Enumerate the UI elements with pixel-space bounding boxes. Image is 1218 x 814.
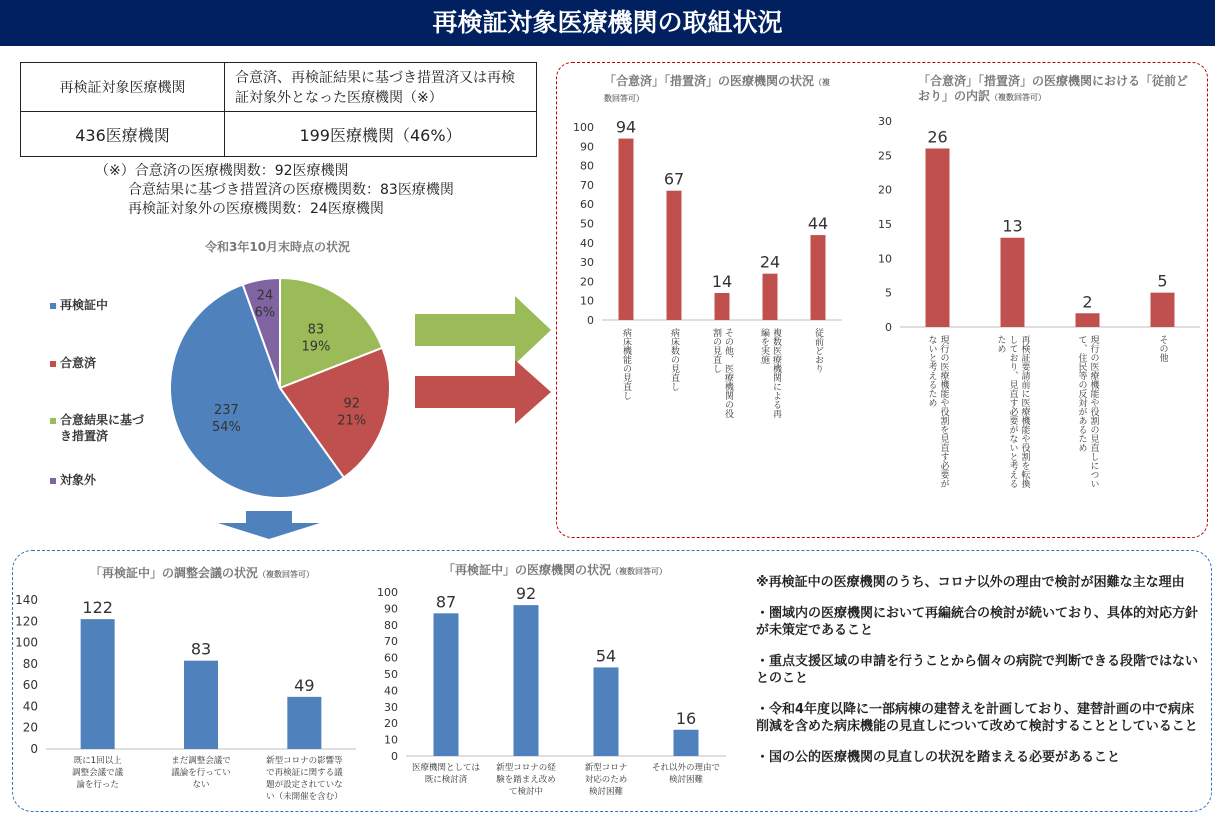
category-label: その他 xyxy=(1157,335,1168,362)
category-label: 割の見直し xyxy=(711,328,721,373)
y-tick-label: 80 xyxy=(580,159,594,173)
category-label: 題が設定されていな xyxy=(266,780,343,790)
category-label: 論を行った xyxy=(76,780,119,790)
y-tick-label: 20 xyxy=(22,720,38,735)
reason-item-2: ・重点支援区域の申請を行うことから個々の病院で判断できる段階ではないとのこと xyxy=(756,654,1199,686)
note-line3: 再検証対象外の医療機関数：24医療機関 xyxy=(128,201,384,217)
bar-value-label: 24 xyxy=(759,252,781,272)
legend-swatch xyxy=(50,361,56,367)
y-tick-label: 5 xyxy=(885,286,892,300)
legend-swatch xyxy=(50,478,56,484)
category-label: それ以外の理由で xyxy=(651,763,721,773)
chart3-title-line2: おり」の内訳 xyxy=(918,89,991,103)
pie-legend-item-3 xyxy=(50,412,144,444)
bar xyxy=(1076,313,1100,327)
y-tick-label: 40 xyxy=(384,684,398,698)
y-tick-label: 60 xyxy=(384,651,398,665)
chart2-title-text: 「合意済」「措置済」の医療機関の状況 xyxy=(604,74,815,88)
bar-value-label: 26 xyxy=(927,127,948,147)
arrow-right-icon xyxy=(415,296,555,416)
summary-value-left: 436医療機関 xyxy=(21,112,225,157)
note-line1: （※）合意済の医療機関数：92医療機関 xyxy=(95,163,349,179)
category-label: 検討困難 xyxy=(588,787,624,797)
y-tick-label: 100 xyxy=(15,635,38,650)
category-label: ため xyxy=(995,335,1006,353)
bar xyxy=(184,661,218,749)
y-tick-label: 100 xyxy=(377,586,398,599)
chart3-subtitle: （複数回答可） xyxy=(990,93,1047,102)
y-tick-label: 40 xyxy=(22,699,38,714)
category-label: ないと考えるため xyxy=(926,335,937,407)
y-tick-label: 80 xyxy=(384,618,398,632)
category-label: 複数医療機関による再 xyxy=(771,328,781,418)
category-label: 対応のため xyxy=(584,775,628,785)
bar xyxy=(514,605,539,756)
chart3-title xyxy=(918,74,1218,105)
reason-item-4: ・国の公的医療機関の見直しの状況を踏まえる必要があること xyxy=(756,750,1121,765)
legend-label: 合意済 xyxy=(60,356,97,370)
bar-value-label: 44 xyxy=(807,214,829,234)
chart5-subtitle: （複数回答可） xyxy=(611,567,668,576)
category-label: 現行の医療機能や役割を見直す必要が xyxy=(938,335,949,488)
category-label: 験を踏まえ改め xyxy=(496,775,556,785)
reason-item-1: ・圏域内の医療機関において再編統合の検討が続いており、具体的対応方針が未策定であること xyxy=(756,606,1199,638)
y-tick-label: 70 xyxy=(384,635,398,649)
pie-legend-item-4 xyxy=(50,471,96,488)
bar xyxy=(287,697,321,749)
summary-head-right xyxy=(225,63,537,112)
y-tick-label: 0 xyxy=(391,750,398,763)
bar xyxy=(434,613,459,756)
y-tick-label: 10 xyxy=(580,294,594,308)
pie-value-label: 24 xyxy=(256,288,274,304)
chart5-title xyxy=(443,563,667,579)
y-tick-label: 10 xyxy=(384,733,398,747)
reasons-title: ※再検証中の医療機関のうち、コロナ以外の理由で検討が困難な主な理由 xyxy=(756,575,1185,590)
bar xyxy=(667,191,682,320)
bar xyxy=(926,148,950,327)
y-tick-label: 10 xyxy=(878,252,892,266)
bar xyxy=(619,139,634,320)
category-label: その他、医療機関の役 xyxy=(723,328,733,418)
category-label: 医療機関としては xyxy=(411,763,481,773)
y-tick-label: 0 xyxy=(885,321,892,334)
y-tick-label: 25 xyxy=(878,149,892,163)
y-tick-label: 20 xyxy=(384,717,398,731)
category-label: 既に検討済 xyxy=(424,775,468,785)
bar-value-label: 2 xyxy=(1082,292,1093,312)
bar xyxy=(1001,238,1025,327)
y-tick-label: 60 xyxy=(22,678,38,693)
pie-chart xyxy=(160,268,400,508)
bar-value-label: 54 xyxy=(595,646,617,666)
legend-label: 対象外 xyxy=(60,473,97,487)
note-line2: 合意結果に基づき措置済の医療機関数：83医療機関 xyxy=(128,182,454,198)
pie-legend-item-1 xyxy=(50,296,108,313)
bar xyxy=(594,667,619,756)
bar-chart-unchanged xyxy=(860,108,1200,528)
y-tick-label: 90 xyxy=(580,140,594,154)
category-label: 新型コロナの経 xyxy=(496,763,556,773)
chart2-title xyxy=(604,74,834,106)
y-tick-label: 0 xyxy=(587,314,594,327)
pie-pct-label: 6% xyxy=(254,305,276,321)
category-label: 編を実施 xyxy=(759,328,769,364)
category-label: て、住民等の反対があるため xyxy=(1076,335,1087,452)
category-label: で再検証に関する議 xyxy=(266,768,343,778)
category-label: 病床数の見直し xyxy=(669,328,679,391)
summary-table xyxy=(20,62,537,157)
category-label: しており、見直す必要がないと考える xyxy=(1007,335,1018,488)
down-arrow-icon xyxy=(214,511,324,541)
pie-value-label: 237 xyxy=(214,403,239,419)
chart4-subtitle: （複数回答可） xyxy=(258,570,315,579)
pie-value-label: 92 xyxy=(343,396,360,412)
y-tick-label: 0 xyxy=(30,742,38,756)
bar xyxy=(81,619,115,749)
legend-label: き措置済 xyxy=(60,429,109,443)
category-label: い（未開催を含む） xyxy=(266,792,343,802)
bar xyxy=(715,293,730,320)
bar-value-label: 92 xyxy=(515,584,537,604)
category-label: まだ調整会議で xyxy=(171,756,231,766)
legend-swatch xyxy=(50,303,56,309)
legend-label: 合意結果に基づ xyxy=(60,413,145,427)
summary-head-right-line2: 証対象外となった医療機関（※） xyxy=(235,90,443,106)
y-tick-label: 20 xyxy=(878,183,892,197)
chart2-subtitle-1: （複 xyxy=(814,78,831,87)
y-tick-label: 120 xyxy=(15,614,38,629)
reasons-panel xyxy=(756,574,1206,780)
y-tick-label: 90 xyxy=(384,602,398,616)
chart2-subtitle-2: 数回答可） xyxy=(604,94,644,103)
y-tick-label: 20 xyxy=(580,275,594,289)
category-label: て検討中 xyxy=(508,787,544,797)
bar-chart-reviewing xyxy=(378,580,730,810)
legend-label: 再検証中 xyxy=(60,298,109,312)
summary-head-right-line1: 合意済、再検証結果に基づき措置済又は再検 xyxy=(235,70,515,86)
pie-value-label: 83 xyxy=(307,322,325,338)
summary-value-right: 199医療機関（46%） xyxy=(225,112,537,157)
bar-value-label: 67 xyxy=(663,169,685,189)
y-tick-label: 50 xyxy=(580,217,594,231)
bar-value-label: 87 xyxy=(435,592,457,612)
y-tick-label: 30 xyxy=(384,700,398,714)
bar xyxy=(763,274,778,320)
bar xyxy=(674,730,699,756)
reason-item-3: ・令和4年度以降に一部病棟の建替えを計画しており、建替計画の中で病床削減を含めた病床機能の見直しについて改めて検討することとしていること xyxy=(756,702,1198,734)
chart4-title xyxy=(90,566,314,582)
pie-chart-title: 令和3年10月末時点の状況 xyxy=(205,240,351,254)
bar-value-label: 14 xyxy=(711,271,733,291)
category-label: 病床機能の見直し xyxy=(621,328,631,400)
y-tick-label: 80 xyxy=(22,656,38,671)
summary-head-left: 再検証対象医療機関 xyxy=(21,63,225,112)
category-label: 議論を行ってい xyxy=(171,768,231,778)
pie-pct-label: 19% xyxy=(301,339,331,355)
bar-value-label: 13 xyxy=(1002,216,1023,236)
chart3-title-text: 「合意済」「措置済」の医療機関における「従前ど xyxy=(918,74,1189,88)
bar-chart-meetings xyxy=(15,588,370,810)
y-tick-label: 100 xyxy=(573,121,594,134)
y-tick-label: 40 xyxy=(580,236,594,250)
chart5-title-text: 「再検証中」の医療機関の状況 xyxy=(443,563,612,577)
y-tick-label: 30 xyxy=(580,256,594,270)
bar-value-label: 83 xyxy=(190,639,212,659)
page-title: 再検証対象医療機関の取組状況 xyxy=(0,0,1215,46)
category-label: 従前どおり xyxy=(813,328,823,373)
bar-value-label: 49 xyxy=(294,675,315,695)
bar-value-label: 122 xyxy=(82,598,113,618)
pie-pct-label: 21% xyxy=(337,413,367,429)
y-tick-label: 60 xyxy=(580,198,594,212)
legend-swatch xyxy=(50,418,56,424)
category-label: 新型コロナの影響等 xyxy=(266,756,343,766)
bar-value-label: 5 xyxy=(1157,271,1168,291)
category-label: 調整会議で議 xyxy=(72,768,124,778)
category-label: 既に1回以上 xyxy=(73,756,122,766)
y-tick-label: 50 xyxy=(384,668,398,681)
category-label: 現行の医療機能や役割の見直しについ xyxy=(1088,335,1099,488)
bar xyxy=(811,235,826,320)
category-label: ない xyxy=(192,780,210,790)
y-tick-label: 30 xyxy=(878,115,892,128)
bar-chart-agreed xyxy=(560,108,850,528)
pie-legend-item-2 xyxy=(50,354,96,371)
bar xyxy=(1151,293,1175,327)
y-tick-label: 140 xyxy=(15,593,38,607)
category-label: 検討困難 xyxy=(668,775,704,785)
bar-value-label: 16 xyxy=(675,708,697,728)
pie-pct-label: 54% xyxy=(211,420,241,436)
category-label: 新型コロナ xyxy=(584,763,628,773)
category-label: 再検証要請前に医療機能や役割を転換 xyxy=(1019,335,1030,488)
y-tick-label: 70 xyxy=(580,178,594,192)
bar-value-label: 94 xyxy=(615,117,637,137)
note xyxy=(95,162,454,219)
chart4-title-text: 「再検証中」の調整会議の状況 xyxy=(90,566,259,580)
y-tick-label: 15 xyxy=(878,218,892,231)
